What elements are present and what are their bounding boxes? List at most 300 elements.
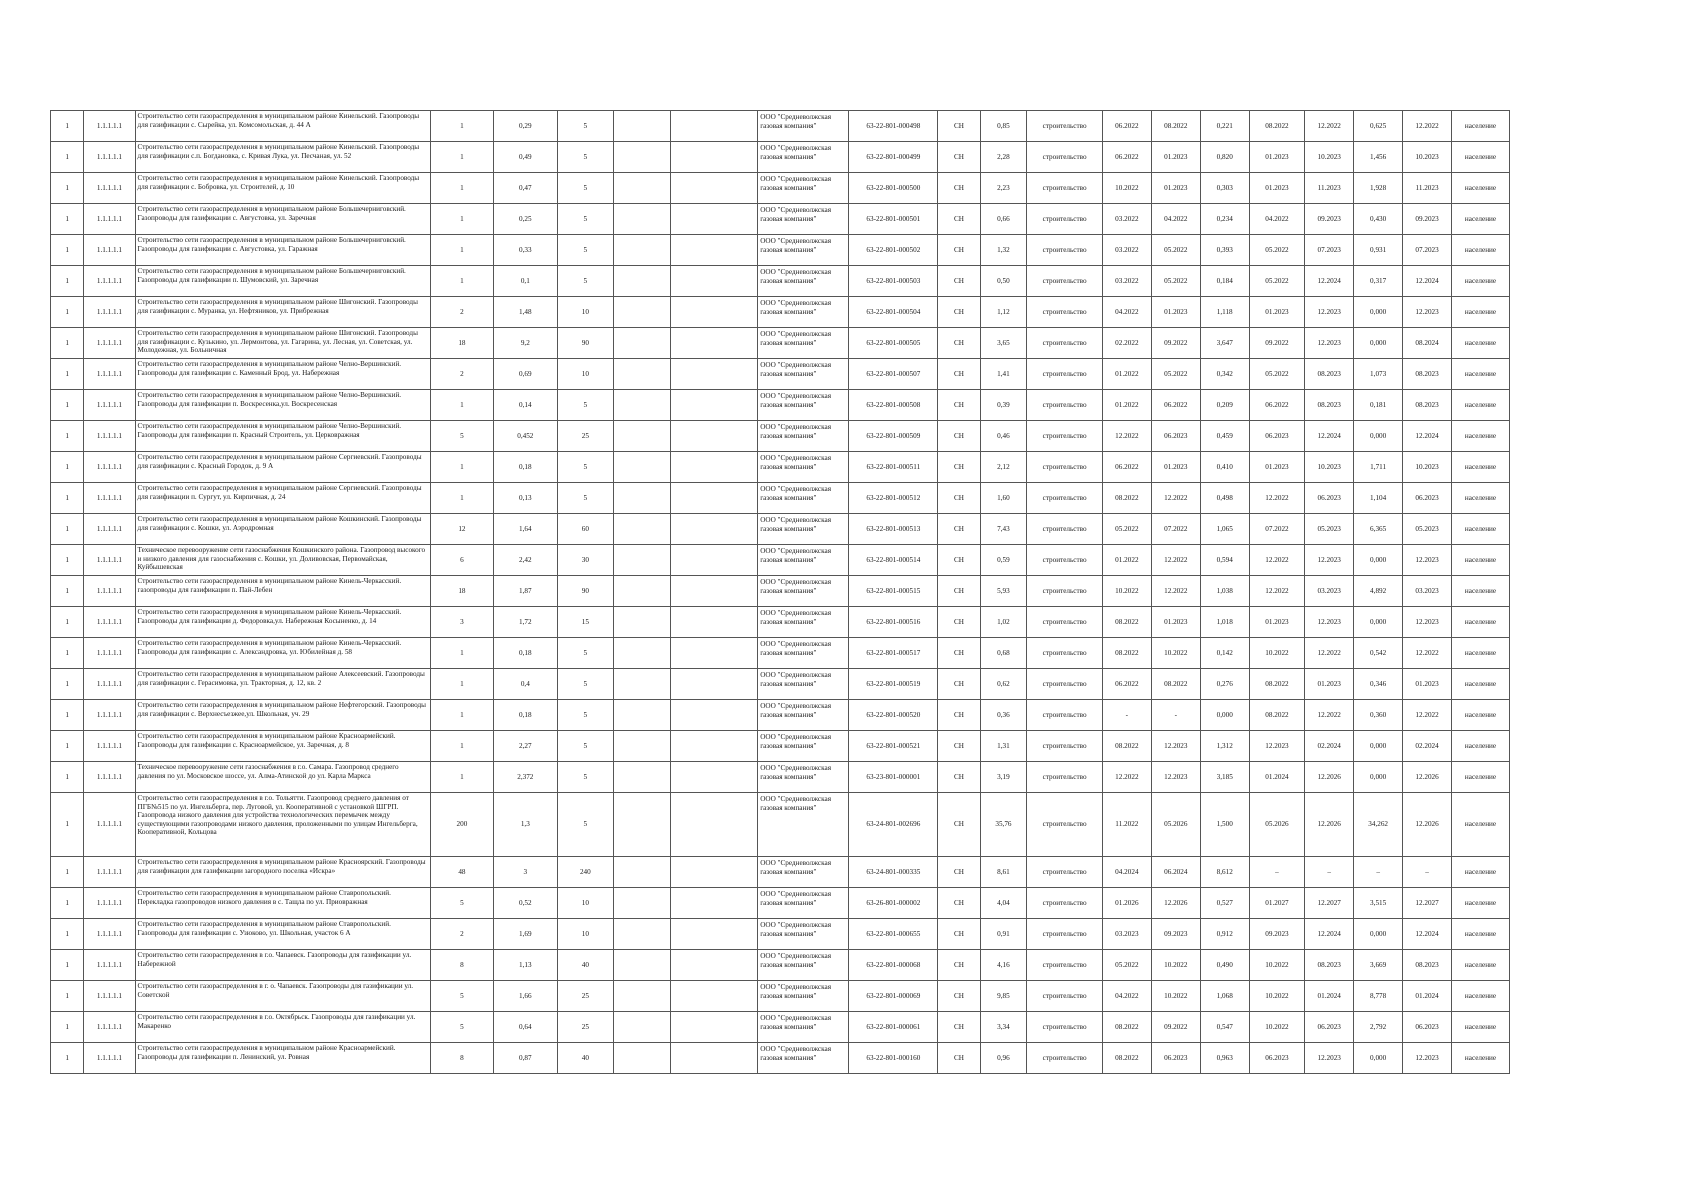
capacity-value: 30 [558, 545, 614, 576]
empty-cell [613, 762, 671, 793]
project-description: Строительство сети газораспределения в г.о. Октябрьск. Газопроводы для газификации ул. Макаренко [135, 1012, 431, 1043]
table-row [51, 669, 1510, 700]
table-row [51, 1012, 1510, 1043]
start-date: - [1102, 700, 1151, 731]
cost-value: 3,19 [980, 762, 1027, 793]
empty-cell [613, 111, 671, 142]
pressure-type: СН [938, 514, 980, 545]
project-code: 1.1.1.1.1 [84, 483, 135, 514]
cost-value: 9,85 [980, 981, 1027, 1012]
registry-number: 63-22-801-000160 [849, 1043, 938, 1074]
amount-value: 1,500 [1200, 793, 1249, 857]
pressure-type: СН [938, 173, 980, 204]
end-date-2: – [1305, 857, 1354, 888]
consumer-category: население [1452, 545, 1510, 576]
stage-text: строительство [1027, 950, 1103, 981]
table-row [51, 888, 1510, 919]
final-date: 01.2024 [1403, 981, 1452, 1012]
registry-number: 63-22-801-000505 [849, 328, 938, 359]
cost-value: 0,39 [980, 390, 1027, 421]
empty-cell [671, 607, 758, 638]
project-code: 1.1.1.1.1 [84, 297, 135, 328]
organization-name: ООО "Средневолжская газовая компания" [758, 793, 849, 857]
consumer-category: население [1452, 919, 1510, 950]
count-value: 6 [431, 545, 493, 576]
empty-cell [671, 669, 758, 700]
final-date: 08.2024 [1403, 328, 1452, 359]
project-code: 1.1.1.1.1 [84, 452, 135, 483]
table-row [51, 514, 1510, 545]
length-value: 1,69 [493, 919, 557, 950]
count-value: 2 [431, 359, 493, 390]
organization-name: ООО "Средневолжская газовая компания" [758, 638, 849, 669]
project-description: Строительство сети газораспределения в муниципальном районе Кинель-Черкасский. Газопроводы для газификации д. Федоровка,ул. Набережная Косыненко, д. 14 [135, 607, 431, 638]
project-code: 1.1.1.1.1 [84, 638, 135, 669]
organization-name: ООО "Средневолжская газовая компания" [758, 328, 849, 359]
end-date-2: 08.2023 [1305, 950, 1354, 981]
start-date-2: 06.2022 [1249, 390, 1305, 421]
table-row [51, 607, 1510, 638]
table-row [51, 421, 1510, 452]
amount-value: 0,820 [1200, 142, 1249, 173]
count-value: 5 [431, 1012, 493, 1043]
end-date-2: 01.2024 [1305, 981, 1354, 1012]
table-row [51, 1043, 1510, 1074]
start-date: 08.2022 [1102, 1012, 1151, 1043]
start-date: 03.2022 [1102, 266, 1151, 297]
start-date: 06.2022 [1102, 452, 1151, 483]
end-date: 12.2023 [1151, 762, 1200, 793]
end-date-2: 12.2024 [1305, 919, 1354, 950]
amount-value: 0,221 [1200, 111, 1249, 142]
end-date-2: 09.2023 [1305, 204, 1354, 235]
stage-text: строительство [1027, 919, 1103, 950]
table-row [51, 483, 1510, 514]
start-date: 12.2022 [1102, 762, 1151, 793]
pressure-type: СН [938, 452, 980, 483]
stage-text: строительство [1027, 483, 1103, 514]
start-date: 08.2022 [1102, 731, 1151, 762]
project-description: Строительство сети газораспределения в г. о. Чапаевск. Газопроводы для газификации ул. Советской [135, 981, 431, 1012]
length-value: 9,2 [493, 328, 557, 359]
start-date-2: 09.2023 [1249, 919, 1305, 950]
stage-text: строительство [1027, 173, 1103, 204]
table-row [51, 981, 1510, 1012]
empty-cell [671, 173, 758, 204]
consumer-category: население [1452, 514, 1510, 545]
count-value: 5 [431, 421, 493, 452]
empty-cell [671, 483, 758, 514]
capacity-value: 5 [558, 142, 614, 173]
pressure-type: СН [938, 762, 980, 793]
empty-cell [613, 328, 671, 359]
consumer-category: население [1452, 483, 1510, 514]
empty-cell [671, 638, 758, 669]
registry-number: 63-22-801-000517 [849, 638, 938, 669]
amount-value-2: 0,000 [1354, 1043, 1403, 1074]
capacity-value: 10 [558, 297, 614, 328]
organization-name: ООО "Средневолжская газовая компания" [758, 950, 849, 981]
amount-value-2: 0,317 [1354, 266, 1403, 297]
empty-cell [613, 545, 671, 576]
amount-value-2: 0,000 [1354, 328, 1403, 359]
project-description: Строительство сети газораспределения в муниципальном районе Сергиевский. Газопроводы для газификации п. Сургут, ул. Кирпичная, д. 24 [135, 483, 431, 514]
stage-text: строительство [1027, 390, 1103, 421]
amount-value-2: 4,892 [1354, 576, 1403, 607]
stage-text: строительство [1027, 328, 1103, 359]
organization-name: ООО "Средневолжская газовая компания" [758, 857, 849, 888]
pressure-type: СН [938, 359, 980, 390]
empty-cell [671, 576, 758, 607]
end-date: 05.2022 [1151, 266, 1200, 297]
project-code: 1.1.1.1.1 [84, 888, 135, 919]
amount-value-2: 0,000 [1354, 297, 1403, 328]
end-date-2: 12.2022 [1305, 638, 1354, 669]
amount-value-2: 0,542 [1354, 638, 1403, 669]
pressure-type: СН [938, 328, 980, 359]
project-description: Строительство сети газораспределения в муниципальном районе Большечерниговский. Газопроводы для газификации с. Августовка, ул. Заречная [135, 204, 431, 235]
end-date-2: 12.2023 [1305, 607, 1354, 638]
end-date: 09.2022 [1151, 328, 1200, 359]
project-code: 1.1.1.1.1 [84, 731, 135, 762]
length-value: 0,13 [493, 483, 557, 514]
registry-number: 63-24-801-002696 [849, 793, 938, 857]
count-value: 200 [431, 793, 493, 857]
end-date-2: 12.2023 [1305, 328, 1354, 359]
count-value: 18 [431, 328, 493, 359]
amount-value: 1,068 [1200, 981, 1249, 1012]
length-value: 0,69 [493, 359, 557, 390]
end-date-2: 10.2023 [1305, 142, 1354, 173]
row-number: 1 [51, 421, 84, 452]
end-date-2: 11.2023 [1305, 173, 1354, 204]
end-date-2: 12.2024 [1305, 421, 1354, 452]
consumer-category: население [1452, 793, 1510, 857]
project-code: 1.1.1.1.1 [84, 607, 135, 638]
amount-value-2: 0,625 [1354, 111, 1403, 142]
count-value: 5 [431, 888, 493, 919]
amount-value: 0,234 [1200, 204, 1249, 235]
project-code: 1.1.1.1.1 [84, 1043, 135, 1074]
table-row [51, 545, 1510, 576]
project-code: 1.1.1.1.1 [84, 390, 135, 421]
row-number: 1 [51, 452, 84, 483]
empty-cell [613, 235, 671, 266]
end-date-2: 12.2024 [1305, 266, 1354, 297]
project-description: Строительство сети газораспределения в г.о. Чапаевск. Газопроводы для газификации ул. Набережной [135, 950, 431, 981]
end-date: 05.2022 [1151, 359, 1200, 390]
consumer-category: население [1452, 1043, 1510, 1074]
table-row [51, 297, 1510, 328]
organization-name: ООО "Средневолжская газовая компания" [758, 731, 849, 762]
count-value: 1 [431, 638, 493, 669]
row-number: 1 [51, 359, 84, 390]
stage-text: строительство [1027, 204, 1103, 235]
count-value: 1 [431, 762, 493, 793]
amount-value-2: 0,181 [1354, 390, 1403, 421]
empty-cell [671, 421, 758, 452]
stage-text: строительство [1027, 762, 1103, 793]
start-date-2: 01.2023 [1249, 297, 1305, 328]
start-date: 04.2024 [1102, 857, 1151, 888]
registry-number: 63-22-801-000511 [849, 452, 938, 483]
amount-value-2: 0,346 [1354, 669, 1403, 700]
capacity-value: 10 [558, 888, 614, 919]
length-value: 2,27 [493, 731, 557, 762]
cost-value: 2,12 [980, 452, 1027, 483]
cost-value: 35,76 [980, 793, 1027, 857]
project-description: Строительство сети газораспределения в муниципальном районе Кинельский. Газопроводы для газификации с. Бобровка, ул. Строителей, д. 10 [135, 173, 431, 204]
empty-cell [671, 919, 758, 950]
length-value: 0,25 [493, 204, 557, 235]
end-date: 12.2026 [1151, 888, 1200, 919]
pressure-type: СН [938, 111, 980, 142]
length-value: 0,29 [493, 111, 557, 142]
end-date: 01.2023 [1151, 142, 1200, 173]
row-number: 1 [51, 669, 84, 700]
end-date: - [1151, 700, 1200, 731]
start-date: 06.2022 [1102, 669, 1151, 700]
organization-name: ООО "Средневолжская газовая компания" [758, 297, 849, 328]
length-value: 0,1 [493, 266, 557, 297]
final-date: 12.2024 [1403, 266, 1452, 297]
empty-cell [613, 483, 671, 514]
registry-number: 63-22-801-000521 [849, 731, 938, 762]
registry-number: 63-22-801-000519 [849, 669, 938, 700]
project-code: 1.1.1.1.1 [84, 359, 135, 390]
final-date: 12.2026 [1403, 793, 1452, 857]
empty-cell [671, 359, 758, 390]
stage-text: строительство [1027, 607, 1103, 638]
final-date: 09.2023 [1403, 204, 1452, 235]
consumer-category: население [1452, 762, 1510, 793]
start-date: 10.2022 [1102, 576, 1151, 607]
amount-value: 0,912 [1200, 919, 1249, 950]
amount-value-2: 0,360 [1354, 700, 1403, 731]
cost-value: 0,66 [980, 204, 1027, 235]
organization-name: ООО "Средневолжская газовая компания" [758, 514, 849, 545]
capacity-value: 5 [558, 669, 614, 700]
consumer-category: население [1452, 1012, 1510, 1043]
amount-value-2: 0,000 [1354, 731, 1403, 762]
project-code: 1.1.1.1.1 [84, 545, 135, 576]
start-date-2: 08.2022 [1249, 111, 1305, 142]
stage-text: строительство [1027, 638, 1103, 669]
count-value: 8 [431, 1043, 493, 1074]
row-number: 1 [51, 762, 84, 793]
project-description: Строительство сети газораспределения в муниципальном районе Кинельский. Газопроводы для газификации с.п. Богдановка, с. Кривая Лука, ул. Песчаная, ул. 52 [135, 142, 431, 173]
length-value: 1,66 [493, 981, 557, 1012]
project-description: Строительство сети газораспределения в муниципальном районе Красноармейский. Газопроводы для газификации с. Красноармейское, ул. Заречная, д. 8 [135, 731, 431, 762]
amount-value-2: 3,515 [1354, 888, 1403, 919]
count-value: 2 [431, 297, 493, 328]
end-date-2: 12.2026 [1305, 793, 1354, 857]
organization-name: ООО "Средневолжская газовая компания" [758, 607, 849, 638]
empty-cell [613, 297, 671, 328]
registry-number: 63-22-801-000513 [849, 514, 938, 545]
final-date: 12.2023 [1403, 607, 1452, 638]
empty-cell [613, 266, 671, 297]
table-body [51, 111, 1510, 1074]
row-number: 1 [51, 700, 84, 731]
capacity-value: 10 [558, 919, 614, 950]
pressure-type: СН [938, 700, 980, 731]
pressure-type: СН [938, 266, 980, 297]
start-date-2: 12.2022 [1249, 545, 1305, 576]
cost-value: 0,50 [980, 266, 1027, 297]
empty-cell [671, 950, 758, 981]
table-row [51, 359, 1510, 390]
empty-cell [613, 359, 671, 390]
registry-number: 63-22-801-000655 [849, 919, 938, 950]
capacity-value: 5 [558, 266, 614, 297]
amount-value-2: 0,000 [1354, 762, 1403, 793]
project-code: 1.1.1.1.1 [84, 950, 135, 981]
pressure-type: СН [938, 235, 980, 266]
start-date-2: 01.2023 [1249, 173, 1305, 204]
consumer-category: население [1452, 857, 1510, 888]
amount-value: 3,185 [1200, 762, 1249, 793]
pressure-type: СН [938, 607, 980, 638]
table-row [51, 142, 1510, 173]
cost-value: 3,34 [980, 1012, 1027, 1043]
start-date-2: 04.2022 [1249, 204, 1305, 235]
count-value: 1 [431, 669, 493, 700]
project-code: 1.1.1.1.1 [84, 793, 135, 857]
amount-value-2: 1,928 [1354, 173, 1403, 204]
table-row [51, 266, 1510, 297]
row-number: 1 [51, 266, 84, 297]
end-date: 12.2022 [1151, 545, 1200, 576]
empty-cell [613, 669, 671, 700]
table-row [51, 762, 1510, 793]
consumer-category: население [1452, 981, 1510, 1012]
registry-number: 63-22-801-000507 [849, 359, 938, 390]
end-date: 06.2022 [1151, 390, 1200, 421]
empty-cell [671, 1043, 758, 1074]
length-value: 1,13 [493, 950, 557, 981]
project-code: 1.1.1.1.1 [84, 919, 135, 950]
length-value: 0,87 [493, 1043, 557, 1074]
project-code: 1.1.1.1.1 [84, 669, 135, 700]
stage-text: строительство [1027, 421, 1103, 452]
start-date: 11.2022 [1102, 793, 1151, 857]
stage-text: строительство [1027, 266, 1103, 297]
start-date-2: 06.2023 [1249, 1043, 1305, 1074]
end-date: 09.2023 [1151, 919, 1200, 950]
consumer-category: население [1452, 421, 1510, 452]
pressure-type: СН [938, 793, 980, 857]
project-description: Строительство сети газораспределения в муниципальном районе Алексеевский. Газопроводы для газификации с. Герасимовка, ул. Тракторная, д. 12, кв. 2 [135, 669, 431, 700]
start-date-2: 05.2026 [1249, 793, 1305, 857]
amount-value-2: 0,430 [1354, 204, 1403, 235]
pressure-type: СН [938, 1043, 980, 1074]
length-value: 1,48 [493, 297, 557, 328]
empty-cell [613, 204, 671, 235]
amount-value: 0,000 [1200, 700, 1249, 731]
stage-text: строительство [1027, 545, 1103, 576]
registry-number: 63-22-801-000061 [849, 1012, 938, 1043]
consumer-category: население [1452, 731, 1510, 762]
cost-value: 0,85 [980, 111, 1027, 142]
final-date: 11.2023 [1403, 173, 1452, 204]
amount-value: 0,410 [1200, 452, 1249, 483]
project-description: Строительство сети газораспределения в муниципальном районе Большечерниговский. Газопроводы для газификации с. Августовка, ул. Гаражная [135, 235, 431, 266]
table-row [51, 638, 1510, 669]
project-code: 1.1.1.1.1 [84, 328, 135, 359]
registry-number: 63-22-801-000498 [849, 111, 938, 142]
end-date-2: 02.2024 [1305, 731, 1354, 762]
end-date-2: 07.2023 [1305, 235, 1354, 266]
end-date-2: 12.2026 [1305, 762, 1354, 793]
row-number: 1 [51, 297, 84, 328]
project-description: Строительство сети газораспределения в муниципальном районе Нефтегорский. Газопроводы для газификации с. Верхнесъезжее,ул. Школьная, уч. 29 [135, 700, 431, 731]
start-date-2: 10.2022 [1249, 950, 1305, 981]
empty-cell [613, 1043, 671, 1074]
start-date-2: – [1249, 857, 1305, 888]
empty-cell [613, 857, 671, 888]
pressure-type: СН [938, 888, 980, 919]
table-row [51, 731, 1510, 762]
capacity-value: 10 [558, 359, 614, 390]
length-value: 2,372 [493, 762, 557, 793]
empty-cell [671, 981, 758, 1012]
end-date-2: 12.2022 [1305, 700, 1354, 731]
empty-cell [671, 204, 758, 235]
row-number: 1 [51, 1012, 84, 1043]
capacity-value: 5 [558, 452, 614, 483]
empty-cell [671, 390, 758, 421]
length-value: 0,33 [493, 235, 557, 266]
stage-text: строительство [1027, 669, 1103, 700]
final-date: 12.2027 [1403, 888, 1452, 919]
capacity-value: 5 [558, 793, 614, 857]
capacity-value: 5 [558, 762, 614, 793]
project-description: Техническое перевооружение сети газоснабжения в г.о. Самара. Газопровод среднего давления по ул. Московское шоссе, ул. Алма-Атинской до ул. Карла Маркса [135, 762, 431, 793]
stage-text: строительство [1027, 1012, 1103, 1043]
organization-name: ООО "Средневолжская газовая компания" [758, 421, 849, 452]
pressure-type: СН [938, 204, 980, 235]
capacity-value: 240 [558, 857, 614, 888]
start-date-2: 05.2022 [1249, 266, 1305, 297]
empty-cell [613, 452, 671, 483]
final-date: 08.2023 [1403, 390, 1452, 421]
capacity-value: 90 [558, 328, 614, 359]
end-date: 05.2022 [1151, 235, 1200, 266]
end-date: 01.2023 [1151, 607, 1200, 638]
project-description: Строительство сети газораспределения в муниципальном районе Кошкинский. Газопроводы для газификации с. Кошки, ул. Аэродромная [135, 514, 431, 545]
end-date: 06.2024 [1151, 857, 1200, 888]
count-value: 2 [431, 919, 493, 950]
amount-value-2: 1,456 [1354, 142, 1403, 173]
project-description: Строительство сети газораспределения в муниципальном районе Кинель-Черкасский. газопроводы для газификации п. Пай-Лебен [135, 576, 431, 607]
table-row [51, 919, 1510, 950]
row-number: 1 [51, 576, 84, 607]
amount-value: 1,118 [1200, 297, 1249, 328]
project-code: 1.1.1.1.1 [84, 576, 135, 607]
empty-cell [613, 793, 671, 857]
organization-name: ООО "Средневолжская газовая компания" [758, 669, 849, 700]
registry-number: 63-23-801-000001 [849, 762, 938, 793]
project-description: Строительство сети газораспределения в муниципальном районе Челно-Вершинский. Газопроводы для газификации п. Красный Строитель, ул. Церковражная [135, 421, 431, 452]
amount-value-2: – [1354, 857, 1403, 888]
table-row [51, 576, 1510, 607]
length-value: 0,18 [493, 452, 557, 483]
project-description: Строительство сети газораспределения в муниципальном районе Красноармейский. Газопроводы для газификации п. Ленинский, ул. Ровная [135, 1043, 431, 1074]
organization-name: ООО "Средневолжская газовая компания" [758, 545, 849, 576]
consumer-category: население [1452, 638, 1510, 669]
capacity-value: 5 [558, 204, 614, 235]
